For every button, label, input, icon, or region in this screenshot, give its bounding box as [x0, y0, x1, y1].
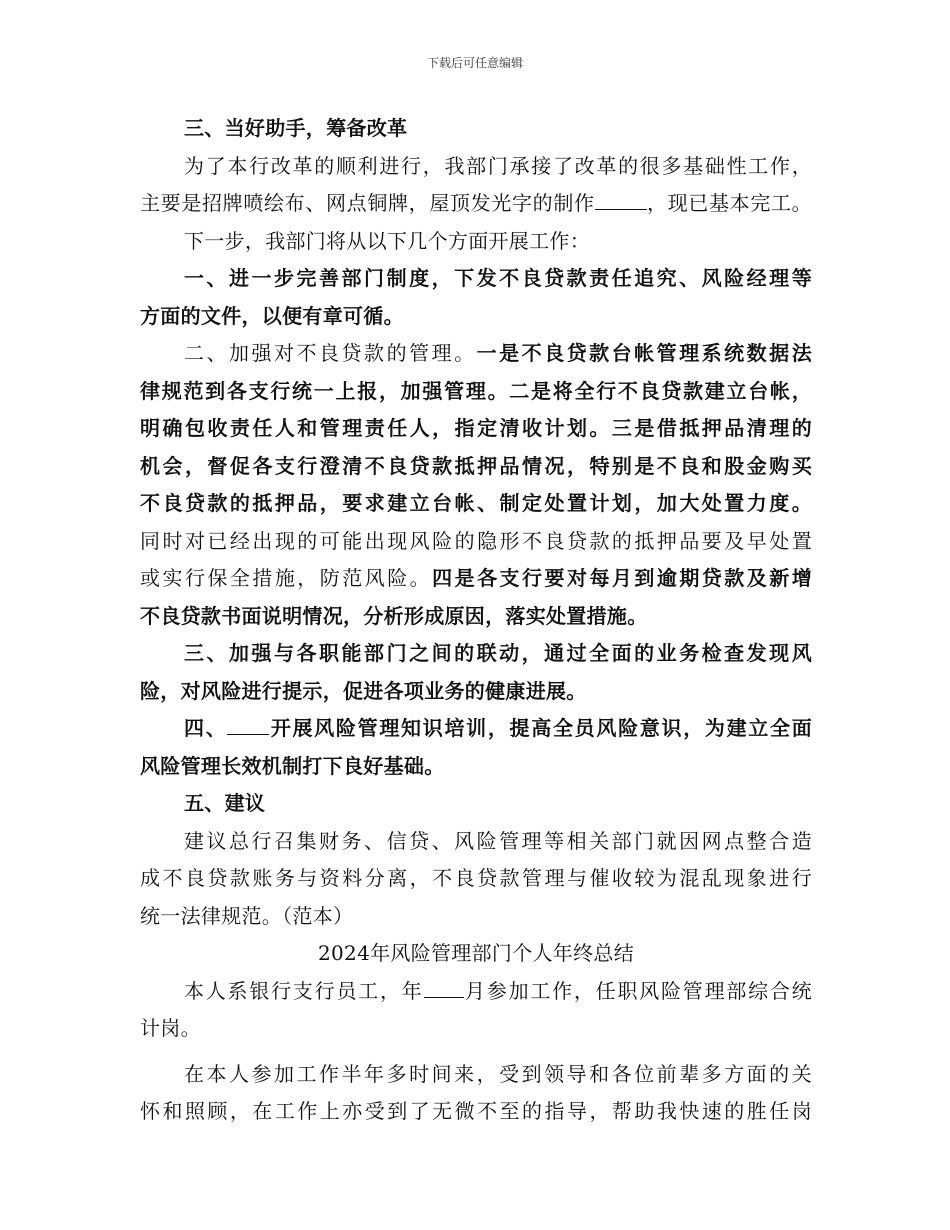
paragraph-line — [140, 410, 812, 448]
text-run: 或实行保全措施，防范风险。 — [140, 566, 433, 590]
text-run: 下一步，我部门将从以下几个方面开展工作： — [184, 228, 590, 253]
text-run: 成不良贷款账务与资料分离，不良贷款管理与催收较为混乱现象进行 — [140, 866, 812, 890]
document-title — [140, 935, 812, 973]
paragraph-line — [140, 260, 812, 298]
fill-blank — [424, 979, 464, 998]
section-heading — [140, 110, 812, 148]
paragraph-line — [140, 823, 812, 861]
text-run: 五、建议 — [184, 791, 266, 815]
text-run: 三、当好助手，筹备改革 — [184, 116, 408, 140]
paragraph-line — [140, 860, 812, 898]
text-run: 机会，督促各支行澄清不良贷款抵押品情况，特别是不良和股金购买 — [140, 453, 812, 478]
text-run: 月参加工作，任职风险管理部综合统 — [463, 978, 812, 1003]
text-run: 同时对已经出现的可能出现风险的隐形不良贷款的抵押品要及早处置 — [140, 528, 812, 553]
text-run: 计岗。 — [140, 1016, 201, 1040]
text-run: 一是不良贷款台帐管理系统数据法 — [476, 341, 812, 365]
paragraph-line — [140, 1010, 812, 1048]
paragraph-line — [140, 560, 812, 598]
text-run: 三、加强与各职能部门之间的联动，通过全面的业务检查发现风 — [184, 641, 812, 665]
text-run: 本人系银行支行员工，年 — [184, 978, 424, 1003]
text-run: 明确包收责任人和管理责任人，指定清收计划。 — [140, 416, 612, 440]
text-run: 怀和照顾，在工作上亦受到了无微不至的指导，帮助我快速的胜任岗 — [140, 1099, 812, 1123]
text-run: 二、加强对不良贷款的管理。 — [184, 341, 477, 365]
paragraph-line — [140, 448, 812, 486]
paragraph-line — [140, 298, 812, 336]
text-run: 一、进一步完善部门制度，下发不良贷款责任追究、风险经理等 — [184, 266, 812, 290]
text-run: 律规范到各支行统一上报，加强管理。 — [140, 378, 510, 403]
text-run: 四是各支行要对每月到逾期贷款及新增 — [432, 566, 812, 590]
paragraph-line — [140, 523, 812, 561]
paragraph-line — [140, 748, 812, 786]
paragraph-line — [140, 673, 812, 711]
text-run: 为了本行改革的顺利进行，我部门承接了改革的很多基础性工作， — [184, 153, 812, 178]
section-heading — [140, 785, 812, 823]
text-run: 开展风险管理知识培训，提高全员风险意识，为建立全面 — [269, 716, 813, 740]
text-run: 统一法律规范。（范本） — [140, 903, 354, 928]
text-run: 二是将全行不良贷款建立台帐， — [509, 378, 812, 403]
fill-blank — [595, 191, 647, 210]
text-run: 方面的文件，以便有章可循。 — [140, 303, 404, 328]
paragraph-line — [140, 973, 812, 1011]
paragraph-line — [140, 148, 812, 186]
text-run: 不良贷款的抵押品，要求建立台帐、制定处置计划，加大处置力度。 — [140, 491, 812, 515]
paragraph-line — [140, 898, 812, 936]
text-run: 主要是招牌喷绘布、网点铜牌，屋顶发光字的制作 — [140, 191, 595, 215]
text-run: 不良贷款书面说明情况，分析形成原因，落实处置措施。 — [140, 603, 648, 628]
text-run: 风险管理长效机制打下良好基础。 — [140, 753, 445, 778]
text-run: 险，对风险进行提示，促进各项业务的健康进展。 — [140, 678, 587, 703]
text-run: 2024年风险管理部门个人年终总结 — [318, 941, 634, 965]
paragraph-line — [140, 635, 812, 673]
paragraph-line — [140, 1093, 812, 1131]
paragraph-line — [140, 373, 812, 411]
text-run: 在本人参加工作半年多时间来，受到领导和各位前辈多方面的关 — [184, 1061, 812, 1086]
text-run: 四、 — [184, 716, 228, 740]
text-run: 建议总行召集财务、信贷、风险管理等相关部门就因网点整合造 — [184, 828, 812, 853]
fill-blank — [227, 716, 269, 735]
paragraph-line — [140, 1056, 812, 1094]
paragraph-line — [140, 223, 812, 261]
paragraph-line — [140, 335, 812, 373]
text-run: 三是借抵押品清理的 — [611, 416, 812, 440]
text-run: ，现已基本完工。 — [646, 191, 812, 215]
paragraph-line — [140, 185, 812, 223]
paragraph-line — [140, 598, 812, 636]
paragraph-line — [140, 710, 812, 748]
paragraph-line — [140, 485, 812, 523]
page-header: 下载后可任意编辑 — [426, 56, 523, 70]
document-body — [140, 110, 812, 1131]
